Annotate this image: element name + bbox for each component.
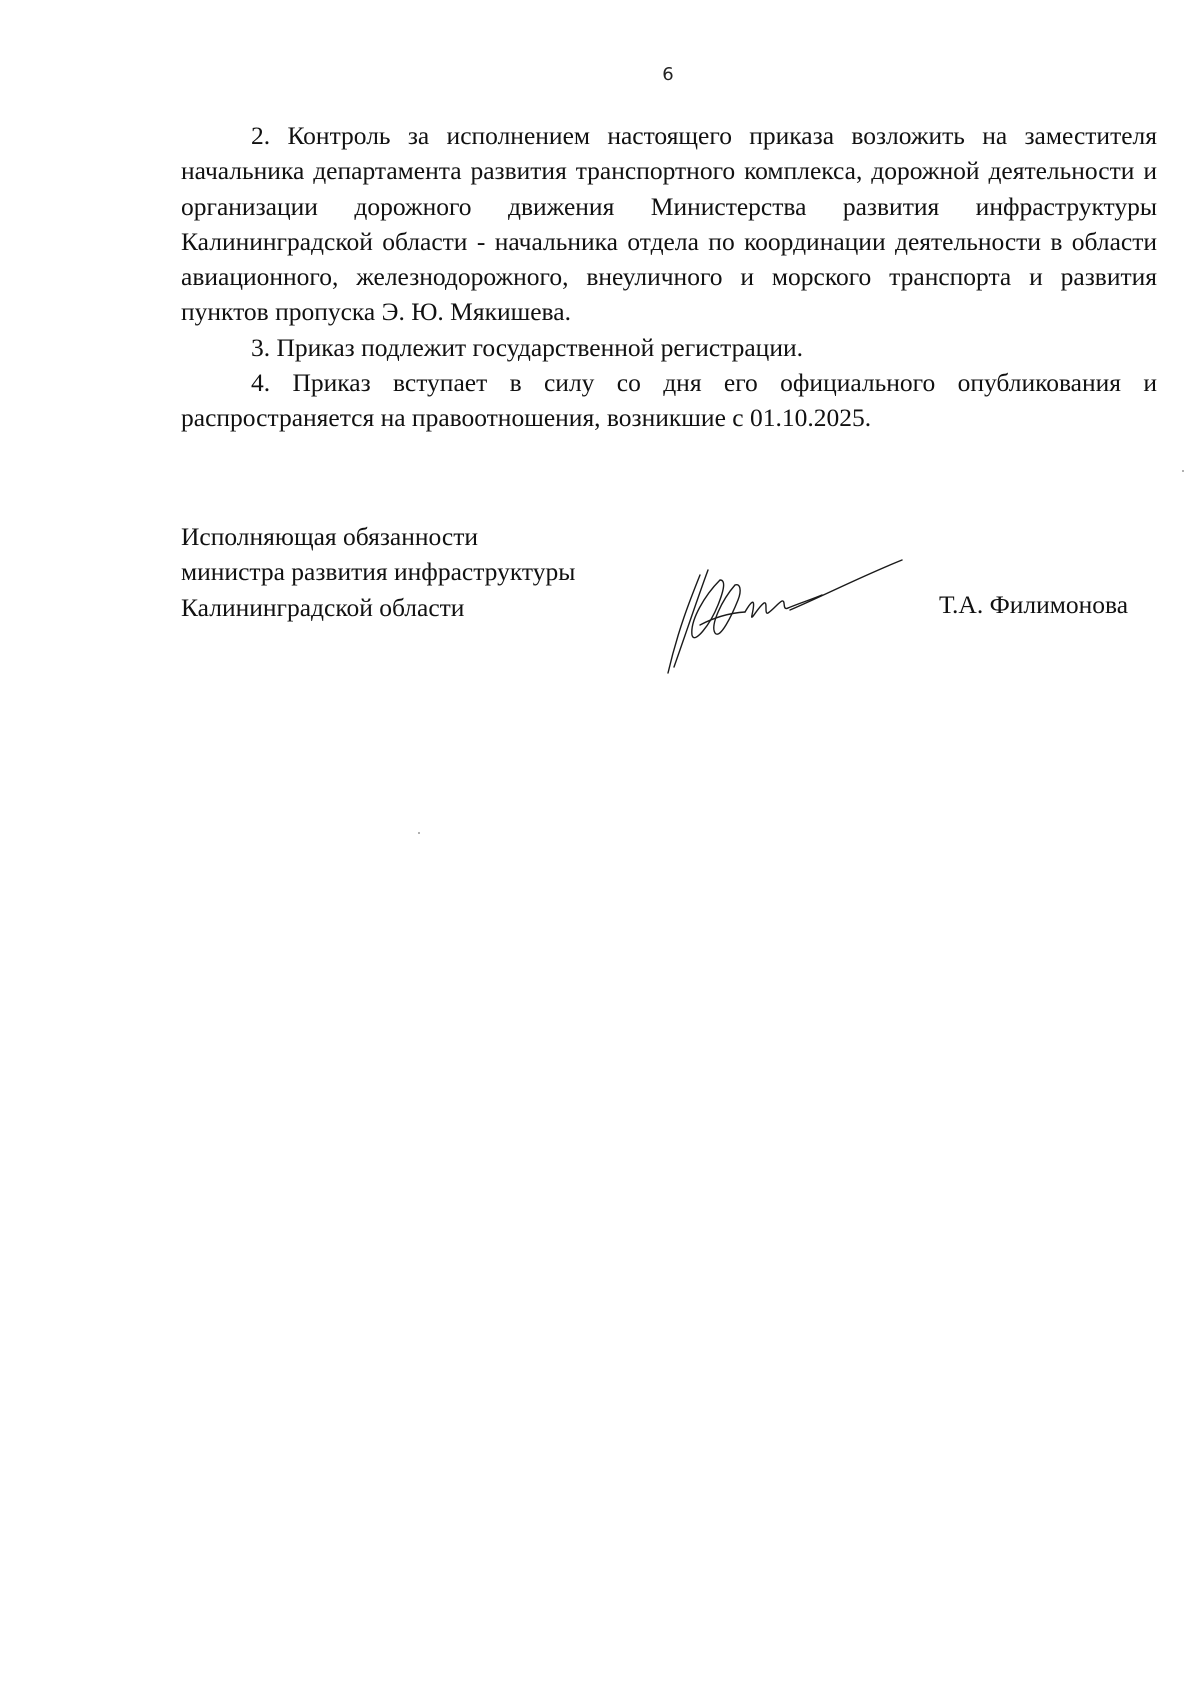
scan-speck — [418, 832, 420, 834]
document-body — [181, 118, 1157, 436]
paragraph-effective-date: 4. Приказ вступает в силу со дня его официального опубликования и распространяется на правоотношения, возникшие с 01.10.2025. — [181, 368, 1157, 433]
handwritten-signature — [660, 555, 910, 680]
paragraph-control: 2. Контроль за исполнением настоящего приказа возложить на заместителя начальника департамента развития транспортного комплекса, дорожной деятельности и организации дорожного движения Министерства развития инфраструктуры Калининградской области - начальника отдела по координации деятельности в области авиационного, железнодорожного, внеуличного и морского транспорта и развития пунктов пропуска Э. Ю. Мякишева. — [181, 121, 1157, 327]
page-number: 6 — [662, 64, 674, 85]
signer-position-line: Исполняющая обязанности — [181, 522, 478, 551]
paragraph-registration: 3. Приказ подлежит государственной регистрации. — [251, 332, 803, 362]
signer-position-line: Калининградской области — [181, 592, 465, 622]
signer-name: Т.А. Филимонова — [939, 590, 1129, 619]
scan-speck — [1182, 470, 1184, 472]
signer-position-line: министра развития инфраструктуры — [181, 557, 576, 587]
signer-position — [181, 519, 575, 625]
